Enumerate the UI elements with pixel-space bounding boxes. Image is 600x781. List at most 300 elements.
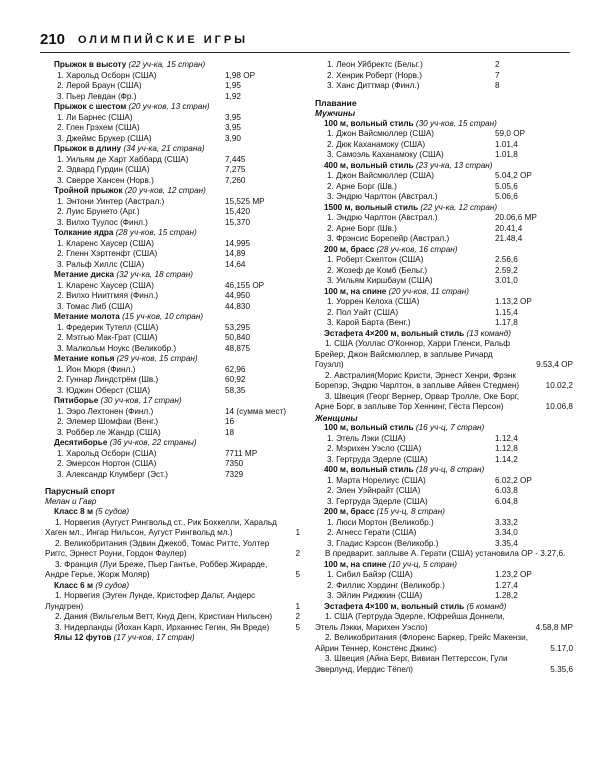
result-value: 46,155 ОР [225,280,265,290]
athlete-name: 1. Уильям де Харт Хаббард (США) [57,154,189,164]
result-value: 5.04,2 ОР [495,171,532,180]
team-result-value: 5.17,0 [550,643,573,653]
result-row [45,281,300,292]
result-value: 6.03,8 [495,486,518,495]
result-row [45,134,300,145]
result-value: 1.12,8 [495,444,518,453]
result-value: 7,445 [225,154,246,164]
event-participants: (36 уч-ков, 22 страны) [109,438,197,447]
team-result [45,612,300,623]
team-result-value: 2 [295,612,300,621]
result-row [315,266,573,277]
result-value: 50,840 [225,333,251,342]
athlete-name: 3. Александр Клумберг (Эст.) [57,469,168,479]
result-row [315,192,573,203]
result-row [45,470,300,481]
event-participants: (5 судов) [95,507,130,516]
athlete-name: 2. Мэтгью Мак-Грат (США) [57,333,158,342]
result-row [45,407,300,418]
result-value: 20.06,6 МР [495,213,537,222]
team-members: 2. Великобритания (Эдвин Джекоб, Томас Риттс, Уолтер Риггс, Эрнест Роуни, Гордон Фаулер) [45,538,270,558]
result-row [45,333,300,344]
result-row [315,434,573,445]
result-row [45,71,300,82]
athlete-name: 1. Уоррен Келоха (США) [327,297,420,306]
result-value: 1.13,2 ОР [495,297,532,306]
result-row [315,318,573,329]
event-participants: (32 уч-ка, 18 стран) [116,270,194,279]
event-heading [45,438,300,449]
team-result [315,392,573,413]
result-value: 6.02,2 ОР [495,475,532,485]
result-row [45,375,300,386]
result-value: 7329 [225,469,244,479]
event-participants: (9 судов) [95,580,130,590]
result-value: 3.33,2 [495,517,518,527]
result-row [315,297,573,308]
result-value: 21.48,4 [495,234,523,243]
event-heading [45,396,300,407]
venue-subheading: Мелан и Гавр [45,496,97,506]
result-value: 7711 МР [225,448,258,458]
event-name: Ялы 12 футов [54,633,112,642]
event-name: Прыжок с шестом [54,102,127,111]
athlete-name: 2. Дюк Каханамоку (США) [327,139,426,149]
result-value: 62,96 [225,364,246,374]
team-members: 1. США (Уоллас О'Коннор, Харри Гленси, Ральф Брейер, Джон Вайсмюллер, в заплыве Ричард Гоуэлл) [315,339,510,369]
result-row [315,308,573,319]
team-result [315,654,573,675]
team-result-value: 10.02,2 [545,381,573,390]
result-value: 16 [225,417,235,426]
event-participants: (23 уч-ка, 13 стран) [415,160,493,170]
event-heading [45,144,300,155]
result-row [45,176,300,187]
team-members: 3. Швеция (Георг Вернер, Орвар Тролле, Оке Борг, Арне Борг, в заплыве Тор Хеннинг, Гёста Персон) [315,391,519,411]
event-name: 100 м, вольный стиль [324,423,414,432]
header-rule [40,52,570,53]
result-row [315,486,573,497]
result-row [45,417,300,428]
event-name: 100 м, на спине [324,559,387,569]
result-row [315,570,573,581]
result-row [45,323,300,334]
result-value: 1,92 [225,91,241,101]
event-name: Метание молота [54,312,120,321]
event-heading [45,633,300,644]
result-row [45,449,300,460]
athlete-name: 3. Ханс Диттмар (Финл.) [327,81,420,90]
event-name: Метание копья [54,354,115,363]
event-heading [315,423,573,434]
event-heading [315,203,573,214]
team-members: 3. Франция (Луи Бреже, Пьер Гантье, Роббер Жирарде, Андре Герье, Жорж Моляр) [45,559,268,579]
team-result-value: 2 [295,549,300,558]
team-result [315,339,573,371]
athlete-name: 1. Эндрю Чарлтон (Австрал.) [327,213,438,222]
athlete-name: 1. Кларенс Хаусер (США) [57,238,154,248]
athlete-name: 1. Этель Лэки (США) [327,433,406,443]
result-row [45,165,300,176]
event-participants: (20 уч-ков, 12 стран) [124,186,206,195]
athlete-name: 3. Эндрю Чарлтон (Австрал.) [327,192,438,201]
team-result [45,560,300,581]
result-row [315,171,573,182]
athlete-name: 3. Гертруда Эдерле (США) [327,454,428,464]
result-value: 15,420 [225,207,251,216]
result-value: 1.27,4 [495,580,518,590]
result-value: 1,95 [225,81,241,90]
event-heading [45,354,300,365]
result-value: 44,950 [225,291,251,300]
athlete-name: 2. Элемер Шомфаи (Венг.) [57,417,159,426]
athlete-name: 3. Ральф Хиллс (США) [57,259,145,269]
team-result-value: 1 [295,601,300,611]
event-name: Тройной прыжок [54,186,123,195]
result-value: 7 [495,70,500,80]
event-name: 100 м, вольный стиль [324,118,414,128]
event-heading [315,287,573,298]
event-participants: (34 уч-ка, 21 страна) [123,144,205,153]
event-participants: (17 уч-ков, 17 стран) [113,633,195,642]
gender-heading: Мужчины [315,108,356,118]
event-heading [315,507,573,518]
result-value: 15,370 [225,217,251,227]
result-value: 7,260 [225,175,246,185]
team-result-value: 10.06,8 [545,402,573,411]
result-row [45,249,300,260]
athlete-name: 2. Гуннар Линдстрём (Шв.) [57,375,159,384]
result-value: 3.01,0 [495,276,518,285]
result-row [45,365,300,376]
team-members: 3. Нидерланды (Йохан Карп, Ирханнес Гегин, Ян Вреде) [55,622,270,632]
result-row [45,92,300,103]
result-row [315,539,573,550]
event-heading [315,602,573,613]
page-header [40,30,570,52]
left-column [45,60,300,644]
result-value: 2.59,2 [495,265,518,275]
result-row [315,150,573,161]
event-heading [45,507,300,518]
result-value: 3,90 [225,133,241,143]
result-value: 1.14,2 [495,454,518,464]
result-row [315,276,573,287]
event-participants: (15 уч-ц, 8 стран) [376,507,445,516]
result-row [315,255,573,266]
event-participants: (22 уч-ка, 15 стран) [128,60,206,69]
result-row [315,129,573,140]
result-row [45,197,300,208]
event-heading [315,245,573,256]
result-row [315,182,573,193]
result-row [315,581,573,592]
event-name: Эстафета 4×200 м, вольный стиль [324,328,465,338]
athlete-name: 3. Джеймс Брукер (США) [57,133,152,143]
event-name: 400 м, вольный стиль [324,160,414,170]
result-value: 60,92 [225,375,246,384]
right-column [315,60,573,675]
page-number: 210 [40,31,66,48]
result-value: 1.23,2 ОР [495,570,532,579]
result-row [315,591,573,602]
event-heading [315,465,573,476]
result-row [45,113,300,124]
event-participants: (16 уч-ц, 7 стран) [415,423,485,432]
team-result [45,518,300,539]
team-result-value: 5.35,6 [550,664,573,674]
result-value: 14,64 [225,259,246,269]
event-name: Пятиборье [54,396,99,405]
event-heading [45,270,300,281]
team-result-value: 9.53,4 ОР [536,360,573,369]
result-row [45,260,300,271]
team-result-value: 4.58,8 МР [535,622,573,632]
result-value: 5.05,6 [495,181,518,191]
result-row [45,428,300,439]
result-row [315,140,573,151]
result-row [315,234,573,245]
result-value: 58,35 [225,385,246,395]
team-members: 1. Норвегия (Аугуст Рингвольд ст., Рик Бохкелли, Харальд Хаген мл., Ингар Нильсон, Аугуст Рингвольд мл.) [45,517,277,537]
athlete-name: 3. Юджин Оберст (США) [57,385,151,395]
athlete-name: 2. Глен Грэхем (США) [57,123,140,132]
event-participants: (15 уч-ков, 10 стран) [122,312,204,321]
athlete-name: 1. Энтони Уинтер (Австрал.) [57,196,165,206]
athlete-name: 3. Вилхо Туулос (Финл.) [57,217,148,227]
team-result-value: 1 [295,528,300,537]
team-result-value: 5 [295,570,300,579]
team-members: 1. Норвегия (Эуген Лунде, Кристофер Дальт, Андерс Лундгрен) [45,591,256,611]
result-row [45,459,300,470]
event-name: 200 м, брасс [324,507,375,516]
result-row [45,344,300,355]
event-participants: (20 уч-ков, 13 стран) [128,102,210,111]
result-row [45,218,300,229]
team-result [315,371,573,392]
event-heading [45,312,300,323]
result-value: 59,0 ОР [495,129,526,138]
athlete-name: 2. Луис Брунето (Арг.) [57,207,140,216]
event-name: 1500 м, вольный стиль [324,202,419,212]
team-result-value: 5 [295,622,300,632]
athlete-name: 1. Марта Норелиус (США) [327,475,426,485]
team-result [315,633,573,654]
event-participants: (28 уч-ков, 16 стран) [376,244,458,254]
event-participants: (6 команд) [466,601,507,611]
result-value: 6.04,8 [495,496,518,506]
result-value: 15,525 МР [225,196,265,206]
result-value: 1.17,8 [495,318,518,327]
result-value: 8 [495,81,500,90]
athlete-name: 2. Хенрик Роберт (Норв.) [327,70,422,80]
athlete-name: 2. Арне Борг (Шв.) [327,223,397,233]
athlete-name: 2. Гленн Хэртгенфт (США) [57,249,158,258]
result-value: 1.15,4 [495,307,518,317]
result-row [315,213,573,224]
team-result [45,539,300,560]
event-name: 200 м, брасс [324,244,375,254]
event-name: Эстафета 4×100 м, вольный стиль [324,601,465,611]
athlete-name: 3. Фрэнсис Борепейр (Австрал.) [327,234,450,243]
event-name: 100 м, на спине [324,286,387,296]
event-participants: (30 уч-ков, 17 стран) [100,396,182,405]
result-value: 53,295 [225,322,251,332]
team-members: 2. Дания (Вильгельм Ветт, Кнуд Дегн, Кристиан Нильсен) [55,612,273,621]
athlete-name: 1. Люси Мортон (Великобр.) [327,517,434,527]
event-name: Прыжок в высоту [54,60,127,69]
athlete-name: 1. Фредерик Тутелл (США) [57,322,159,332]
event-heading [315,161,573,172]
result-row [315,528,573,539]
result-value: 3,95 [225,123,241,132]
event-participants: (10 уч-ц, 5 стран) [388,559,458,569]
athlete-name: 2. Жозеф де Комб (Бельг.) [327,265,428,275]
event-heading [45,186,300,197]
event-participants: (13 команд) [466,328,511,338]
result-value: 7350 [225,459,244,468]
team-result [315,612,573,633]
athlete-name: 3. Малкольм Ноукс (Великобр.) [57,343,177,353]
result-value: 14,89 [225,249,246,258]
athlete-name: 3. Томас Либ (США) [57,301,133,311]
event-participants: (30 уч-ков, 15 стран) [415,118,497,128]
result-row [315,455,573,466]
result-value: 2 [495,60,500,69]
event-heading [45,102,300,113]
result-value: 1.01,4 [495,139,518,149]
result-row [315,60,573,71]
athlete-name: 3. Пьер Левдан (Фр.) [57,91,137,101]
athlete-name: 1. Кларенс Хаусер (США) [57,280,154,290]
athlete-name: 2. Арне Борг (Шв.) [327,181,397,191]
athlete-name: 1. Йон Мюря (Финл.) [57,364,136,374]
athlete-name: 2. Лерой Браун (США) [57,81,142,90]
athlete-name: 1. Ли Барнес (США) [57,112,133,122]
result-value: 1.12,4 [495,433,518,443]
result-value: 18 [225,427,235,437]
athlete-name: 2. Филлис Хэрдинг (Великобр.) [327,580,445,590]
event-name: 400 м, вольный стиль [324,465,414,474]
team-result [45,591,300,612]
athlete-name: 2. Пол Уайт (США) [327,307,399,317]
result-value: 3.35,4 [495,538,518,548]
result-row [315,497,573,508]
event-heading [45,60,300,71]
event-heading [45,228,300,239]
athlete-name: 3. Гертруда Эдерле (США) [327,496,428,506]
team-members: 1. США (Гертруда Эдерле, Юфрейша Доннели, Этель Лэкки, Марихен Уэсло) [315,612,505,632]
athlete-name: 1. Сибил Байэр (США) [327,570,413,579]
event-name: Прыжок в длину [54,144,122,153]
result-value: 7,275 [225,165,246,174]
sport-heading: Плавание [315,97,357,108]
athlete-name: 2. Эдвард Гурдин (США) [57,165,150,174]
event-heading [315,560,573,571]
event-participants: (28 уч-ков, 15 стран) [115,228,197,237]
team-members: 3. Швеция (Айна Берг, Вивиан Петтерссон, Гули Эверлунд, Иердис Тёпел) [315,654,508,674]
athlete-name: 1. Джон Вайсмюллер (США) [327,171,435,180]
athlete-name: 1. Джон Вайсмюллер (США) [327,129,435,138]
event-name: Класс 8 м [54,507,94,516]
athlete-name: 3. Уильям Киршбаум (США) [327,276,433,285]
result-row [45,386,300,397]
result-row [315,476,573,487]
event-name: Десятиборье [54,438,108,447]
result-value: 1.01,8 [495,150,518,159]
result-row [45,123,300,134]
result-value: 20.41,4 [495,223,523,233]
athlete-name: 1. Леон Уйбректс (Бельг.) [327,60,423,69]
result-value: 2.56,6 [495,255,518,264]
team-members: В предварит. заплыве А. Герати (США) установила ОР - 3.27,6. [325,549,566,558]
athlete-name: 3. Роббер ле Жандр (США) [57,427,161,437]
result-value: 1.28,2 [495,591,518,600]
result-row [45,291,300,302]
result-value: 5.06,6 [495,192,518,201]
athlete-name: 3. Карой Барта (Венг.) [327,318,411,327]
event-name: Метание диска [54,270,115,279]
team-result [45,623,300,634]
team-members: 2. Великобритания (Флоренс Баркер, Грейс Макензи, Айрин Теннер, Констенс Джинс) [315,633,529,653]
result-row [45,239,300,250]
result-row [315,224,573,235]
team-members: 2. Австралия(Морис Кристи, Эрнест Хенри, Фрэнк Борепэр, Эндрю Чарлтон, в заплыве Айвен Стедмен) [315,370,520,390]
result-row [315,71,573,82]
result-row [315,444,573,455]
result-value: 44,830 [225,301,251,311]
event-heading [315,119,573,130]
gender-heading: Женщины [315,412,358,423]
athlete-name: 1. Роберт Скелтон (США) [327,255,424,264]
result-row [45,81,300,92]
event-participants: (22 уч-ка, 12 стран) [420,202,498,212]
result-row [45,302,300,313]
athlete-name: 3. Сверре Хансен (Норв.) [57,175,154,185]
result-value: 14 (сумма мест) [225,406,287,416]
result-row [45,155,300,166]
athlete-name: 2. Агнесс Герати (США) [327,528,417,537]
event-heading [315,329,573,340]
event-name: Класс 6 м [54,580,94,590]
running-title: ОЛИМПИЙСКИЕ ИГРЫ [78,34,248,46]
result-value: 3,95 [225,112,241,122]
athlete-name: 2. Элен Уэйнрайт (США) [327,486,421,495]
event-name: Толкание ядра [54,228,114,237]
result-row [315,81,573,92]
athlete-name: 1. Харольд Осборн (США) [57,448,157,458]
event-participants: (20 уч-ков, 11 стран) [388,286,469,296]
result-value: 48,875 [225,343,251,353]
athlete-name: 2. Мэрихен Уэсло (США) [327,444,422,453]
team-result [315,549,573,560]
athlete-name: 3. Самоэль Каханамоку (США) [327,150,444,159]
result-value: 1,98 ОР [225,70,256,80]
athlete-name: 2. Вилхо Ниитгмяя (Финл.) [57,291,159,300]
athlete-name: 2. Эмерсон Нортон (США) [57,459,157,468]
event-heading [45,581,300,592]
sport-heading: Парусный спорт [45,486,116,496]
athlete-name: 1. Харольд Осборн (США) [57,70,157,80]
athlete-name: 3. Гладис Кэрсон (Великобр.) [327,538,439,548]
result-value: 3.34,0 [495,528,518,537]
result-row [45,207,300,218]
athlete-name: 3. Эйлин Риджкин (США) [327,591,423,600]
event-participants: (29 уч-ков, 15 стран) [116,354,198,363]
result-value: 14,995 [225,238,251,248]
result-row [315,518,573,529]
event-participants: (18 уч-ц, 8 стран) [415,465,485,474]
